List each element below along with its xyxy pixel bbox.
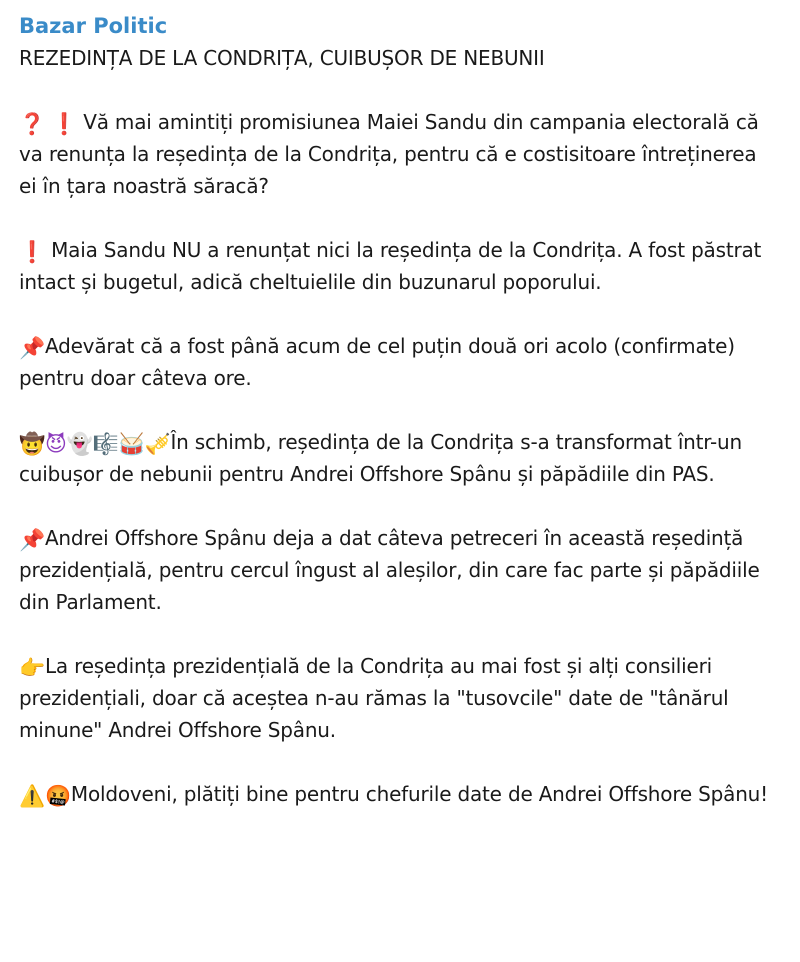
paragraph-text: Moldoveni, plătiți bine pentru chefurile date de Andrei Offshore Spânu! bbox=[70, 782, 768, 806]
post-paragraph-4 bbox=[19, 426, 780, 490]
pointing-hand-icon: 👉 bbox=[19, 656, 45, 680]
warning-icon: ⚠️ bbox=[19, 784, 45, 808]
post-paragraph-6 bbox=[19, 650, 780, 746]
paragraph-text: Andrei Offshore Spânu deja a dat câteva petreceri în această reședință prezidențială, pentru cercul îngust al aleșilor, din care fac parte și păpădiile din Parlament. bbox=[19, 526, 760, 614]
paragraph-text: În schimb, reședința de la Condrița s-a transformat într-un cuibușor de nebunii pentru Andrei Offshore Spânu și păpădiile din PAS. bbox=[19, 430, 743, 486]
question-mark-icon: ❓ bbox=[19, 112, 45, 136]
cowboy-face-icon: 🤠 bbox=[19, 432, 45, 456]
paragraph-text: Vă mai amintiți promisiunea Maiei Sandu din campania electorală că va renunța la reședința de la Condrița, pentru că e costisitoare întreținerea ei în țara noastră săracă? bbox=[19, 110, 759, 198]
cursing-face-icon: 🤬 bbox=[44, 784, 71, 808]
exclamation-mark-icon: ❗ bbox=[19, 240, 45, 264]
smiling-devil-icon: 😈 bbox=[44, 432, 67, 456]
pushpin-icon: 📌 bbox=[19, 336, 45, 360]
drum-icon: 🥁 bbox=[118, 432, 145, 456]
paragraph-text: Adevărat că a fost până acum de cel puțin două ori acolo (confirmate) pentru doar câteva ore. bbox=[19, 334, 735, 390]
trumpet-icon: 🎺 bbox=[144, 432, 171, 456]
exclamation-mark-icon: ❗ bbox=[51, 112, 78, 136]
channel-name-link[interactable]: Bazar Politic bbox=[19, 14, 168, 38]
post-headline: REZEDINȚA DE LA CONDRIȚA, CUIBUȘOR DE NEBUNII bbox=[19, 46, 545, 70]
paragraph-text: La reședința prezidențială de la Condrița au mai fost și alți consilieri prezidențiali, doar că aceștea n-au rămas la "tusovcile" date de "tânărul minune" Andrei Offshore Spânu. bbox=[19, 654, 729, 742]
pushpin-icon: 📌 bbox=[19, 528, 45, 552]
paragraph-text: Maia Sandu NU a renunțat nici la reședința de la Condrița. A fost păstrat intact și bugetul, adică cheltuielile din buzunarul poporului. bbox=[19, 238, 762, 294]
musical-score-icon: 🎼 bbox=[92, 432, 119, 456]
post-paragraph-3 bbox=[19, 330, 780, 394]
post-paragraph-2 bbox=[19, 234, 780, 298]
ghost-icon: 👻 bbox=[66, 432, 93, 456]
post-paragraph-7 bbox=[19, 778, 780, 810]
post-paragraph-5 bbox=[19, 522, 780, 618]
post-paragraph-1 bbox=[19, 106, 780, 202]
